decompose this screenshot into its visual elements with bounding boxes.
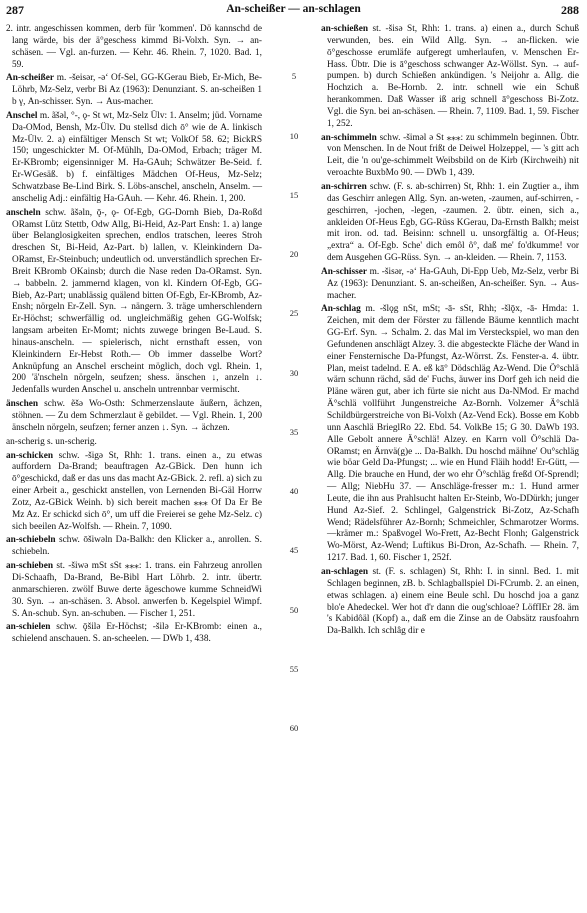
entry-text: schw. (F. s. ab-schirren) St, Rhh: 1. ein Zugtier a., ihm das Geschirr anlegen Allg. Syn. an-weten, -zaumen, auf-schirren, -geschirren, -jochen, -legen, -zaumen. 2. übtr. einen, sich a., ankleiden Of-Heus Egb, GG-Rüss KGerau, Da-Ernsth Balkh; meist mit iron. od. tad. Beisinn: schnell u. unsorgfältig a. Of-Heus; „extra“ a. Of-Egb. Sche' dich emôl ô°, daß me' fo'dkumme! vor dem Ausgehen GG-Rüss. Syn. → an-kleiden. — Rhein. 7, 1153.	[327, 181, 580, 264]
dictionary-entry	[321, 567, 579, 638]
line-number: 55	[289, 663, 299, 674]
dictionary-entry	[6, 451, 262, 534]
line-number: 50	[289, 604, 299, 615]
line-number: 15	[289, 189, 299, 200]
page-number-left: 287	[6, 3, 24, 17]
entry-text: m. -šeisər, -ə‘ Of-Sel, GG-KGerau Bieb, Er-Mich, Be-Löhrb, Mz-Selz, verbr Bi Az (1963): Denunziant. S. an-scheißen 1 b γ, An-schisser. Syn. → Aus-macher.	[12, 73, 262, 108]
entry-lemma: an-schirren	[321, 181, 367, 192]
dictionary-entry	[6, 437, 262, 449]
dictionary-entry	[6, 73, 262, 109]
entry-lemma: an-schlagen	[321, 566, 369, 577]
dictionary-entry	[321, 24, 579, 131]
entry-lemma: Anschel	[6, 110, 38, 121]
entry-text: st. -šisə St, Rhh: 1. trans. a) einen a., durch Schuß verwunden, bes. ein Wild Allg. Syn. → an-flicken. wie ō°geschosse erumläfe aufgeregt umherlaufen, v. Menschen Er-Hass. Übtr. Die is ā°geschoss schwanger Az-Wöllst. Syn. → auf-pumpen. b) durch Schießen ankündigen. 's Neijohr a. Allg. die Hochzich a. Be-Hornb. 2. intr. schnell wie ein Schuß herankommen. Daß Wasser iß arig schnell ā°geschoss Bi-Zotz. Vgl. die Syn. bei an-schäsen. — Rhein. 7, 1109. Bad. 1, 59. Fischer 1, 252.	[327, 24, 579, 129]
line-number: 45	[289, 545, 299, 556]
entry-lemma: An-schisser	[321, 266, 367, 277]
entry-lemma: anscheln	[6, 207, 41, 218]
line-number: 10	[289, 130, 299, 141]
page-header	[0, 0, 587, 22]
entry-text: m. -šlǫg nSt, mSt; -ā- sSt, Rhh; -šlǭx, -ā- Hmda: 1. Zeichen, mit dem der Förster zu fällende Bäume kenntlich macht GG-Erf. Syn. → Schalm. 2. das Mal im Versteckspiel, wo man den Gefundenen anschlägt Alzey. 3. die abgesteckte Fläche der Wand in einer Fensternische Da-Pfungst, Az-Wörrst. Zs. Fenster-a. 4. übtr. Plan, meist tadelnd. E A. eß kā° Dödschläg Az-Wend. Die Ö°schlä wärn schunn rächd, säd de' Fuchs, äuwer ins Dorf geh ich neid die Pläne wären gut, aber ich fürte sie nicht aus Da-NMod. Er machd Ä°schlä vollführt Jungenstreiche Az-Bornh. Volzemer Ä°schlä Schildbürgerstreiche von Bi-Volxh (Az-Vend Eck). Bosse em Kobb unn Aaschlä BrieglRo 22. Ebd. 54. VolkBe 15; G 30. DaWb 193. Alle Gebolt annere Ä°schlä! Alzey. en Karrn voll Ö°schlä Da-ORamst; en Ärnvä(g)e ... Da-Balkh. Du hoschd mäihne' Ou°schläg wie böar Geld Da-Pfungst; ... wie en Hund Fläih hodd! Er-Gütt, — Allg. Die brauche en Hund, der wo ehr Ö°schläg freßd Of-Sprendl; — Allg; NiebHu 37. — Anschläge-fresser m.: 1. Hund armer Leute, die ihn aus Prahlsucht halten Er-Steinb, Wo-DDürkh; junger Hund Az-Sief. 2. Schlingel, Galgenstrick Bi-Zotz, Az-Schafh Wend; Rädelsführer Az-Bornh; Schmeichler, Schmarotzer Worms. —krämer m.: Spaßvogel Wo-Frett, Az-Becht Flonh; Galgenstrick Wo-Mörst, Az-Wend; Luftikus Bi-Dron, Az-Schafh. — Rhein. 7, 1217. Bad. 1, 60. Fischer 1, 252f.	[327, 304, 579, 564]
entry-text: m. -šisər, -ə‘ Ha-GAuh, Di-Epp Ueb, Mz-Selz, verbr Bi Az (1963): Denunziant. S. an-scheißen, An-scheißer. Syn. → Aus-macher.	[327, 266, 579, 301]
line-number: 30	[289, 367, 299, 378]
dictionary-entry	[6, 399, 262, 435]
line-number: 60	[289, 723, 299, 734]
entry-lemma: an-schiebeln	[6, 535, 56, 546]
entry-lemma: An-scheißer	[6, 73, 55, 84]
entry-text: schw. ẽšə Wo-Osth: Schmerzenslaute äußern, ächzen, stöhnen. — Zu dem Schmerzlaut ẽ gebildet. — Vgl. Rhein. 1, 200 änscheln nörgeln, seufzen; ferner anzen ↓. Syn. → ächzen.	[12, 399, 262, 433]
dictionary-entry	[321, 267, 579, 303]
entry-lemma: an-schicken	[6, 450, 54, 461]
dictionary-entry	[6, 24, 262, 71]
line-number: 25	[289, 308, 299, 319]
entry-text: schw. ǭšilǝ Er-Höchst; -šilǝ Er-KBromb: einen a., schielend anschauen. S. an-scheelen. — DWb 1, 438.	[12, 622, 262, 645]
entry-lemma: An-schlag	[321, 304, 361, 315]
dictionary-entry	[321, 182, 579, 265]
entry-lemma: an-schimmeln	[321, 132, 377, 143]
entry-text: schw. -šigə St, Rhh: 1. trans. einen a., zu etwas auffordern Da-Brand; beauftragen Az-GBick. Den hunn ich ō°geschickd, daß er das uns das macht Az-GBick. 2. refl. a) sich zu einer Arbeit a., geschickt anstellen, von Lernenden Bi-Gäl Horrw Zotz, Az-GBick Weinh. b) sich bereit machen ⁎⁎⁎ Of Da Er Be Mz Az. Er schickd sich ō°, um uff die Freierei se gehe Mz-Selz. c) sich beeilen Az-Wolfsh. — Rhein. 7, 1090.	[12, 450, 263, 532]
page-number-right: 288	[561, 3, 579, 17]
entry-lemma: änschen	[6, 399, 39, 410]
dictionary-entry	[6, 111, 262, 206]
entry-text: schw. ãšəln, ǭ-, ǫ- Of-Egb, GG-Dornh Bieb, Da-Roßd ORamst Lütz Stettb, Odw Allg, Bi-Heid, Az-Part Ensh: 1. a) lange über Belanglosigkeiten sprechen, endlos tratschen, leeres Stroh dreschen St, Bi-Heid, Az-Part. b) lallen, v. Kleinkindern Da-ORamst, Er-Steinbuch; undeutlich od. unverständlich sprechen Er-Breit KBromb OKainsb; durch die Nase reden Da-ORamst. Syn. → babbeln. 2. jammernd klagen, von kl. Kindern Of-Egb, GG-Bieb, Az-Part; unablässig quälend bitten Of-Egb, Er-KBromb, Az-Ensh; nörgeln Er-Zell. Syn. → nängern. 3. träge umherschlendern Er-Höchst; schwerfällig od. ungleichmäßig gehen GG-Wolfsk; langsam arbeiten Er-Momt; nichts zuwege bringen Be-Laud. S. hinaus-anscheln. — spielerisch, nicht ernsthaft essen, von Kleinkindern Er-Hebst Roth.— Ob immer dasselbe Wort? Anknüpfung an Anschel erscheint möglich, doch vgl. Rhein. 1, 200 'ä'nscheln nörgeln, seufzen; shess. änschen ↓, anzeln ↓. Jedenfalls wurden Anschel u. anscheln untrennbar vermischt.	[12, 207, 262, 396]
entry-text: schw. ōšiwəln Da-Balkh: den Klicker a., anrollen. S. schiebeln.	[12, 535, 262, 558]
dictionary-entry	[6, 622, 262, 646]
dictionary-entry	[6, 561, 262, 620]
entry-text: st. (F. s. schlagen) St, Rhh: I. in sinnl. Bed. 1. mit Schlagen beginnen, zB. b. Schlagballspiel Di-FCrumb. 2. an einen, etwas schlagen. a) einem eine Beule schl. Du hoschd joa a ganz blo'e Ahedeckel. Wer hot d'r dann die oug'schloae? LöffIEr 28. äm 's Kabidôäl (Kopf) a., daß em die Zinse an de Oabsätz rausfoahrn Da-Balkh. Ich schlâg dir e	[327, 566, 579, 637]
line-number: 20	[289, 249, 299, 260]
entry-lemma: an-schießen	[321, 24, 369, 34]
line-number: 35	[289, 426, 299, 437]
line-number: 40	[289, 486, 299, 497]
entry-lemma: an-schielen	[6, 622, 51, 633]
entry-text: 2. intr. angeschissen kommen, derb für 'kommen'. Dö kannschd de lang wärde, bis der ä°geschess kimmd Bi-Volxh. Syn. → an-schäsen. — Vgl. an-furzen. — Kehr. 46. Rhein. 7, 1020. Bad. 1, 59.	[6, 24, 262, 70]
entry-text: st. -šiwə mSt sSt ⁎⁎⁎: 1. trans. ein Fahrzeug anrollen Di-Schaafh, Da-Brand, Be-Bibl Hart Löhrb. 2. intr. übertr. anmarschieren. zwölf Buwe derte ägeschowe kumme SchneidWi 30. Syn. → an-schäsen. 3. Absol. anwerfen b. Kegelspiel Wimpf. S. An-schub. Syn. an-schuben. — Fischer 1, 251.	[12, 561, 262, 619]
dictionary-entry	[6, 208, 262, 398]
entry-lemma: an-schieben	[6, 561, 54, 572]
left-column	[6, 24, 262, 648]
dictionary-entry	[6, 535, 262, 559]
entry-text: m. ãšəl, °-, ǫ- St wt, Mz-Selz Ülv: 1. Anselm; jüd. Vorname Da-OMod, Bensh, Mz-Ülv. Du stellsd dich ō° wie de A. linkisch Mz-Ülv. 2. a) einfältiger Mensch St wt; VolkOf 58. 62; BickRS 150; ungeschickter M. Of-Mühlh, Da-OMod, Erbach; träger M. Er-KBromb; eigensinniger M. Ha-GAuh; Schwätzer Be-Seid. f. Er-WGesäß. b) f. einfältiges Mädchen Of-Heus, Mz-Selz; Schwatzbase Be-Lind Birk. S. Löbs-anschel, anscheln, Anselm. — anschelig Adj.: einfältig Ha-GAuh. — Kehr. 46. Rhein. 1, 200.	[12, 110, 262, 204]
dictionary-entry	[321, 133, 579, 180]
line-number: 5	[291, 71, 297, 82]
right-column	[321, 24, 579, 640]
running-title: An-scheißer — an-schlagen	[226, 3, 361, 15]
entry-text: schw. -šiməl ə St ⁎⁎⁎: zu schimmeln beginnen. Übtr. von Menschen. In de Nout frißt de Deiwel Holzeppel, — 's gitt ach Leit, die 'n ou'ge-schimmelt Weibsbild on de Kirb (Kirchweih) nit veroachte BuxbMo 90. — DWb 1, 439.	[327, 132, 579, 179]
entry-text: an-scherig s. un-scherig.	[6, 436, 97, 447]
dictionary-entry	[321, 304, 579, 565]
